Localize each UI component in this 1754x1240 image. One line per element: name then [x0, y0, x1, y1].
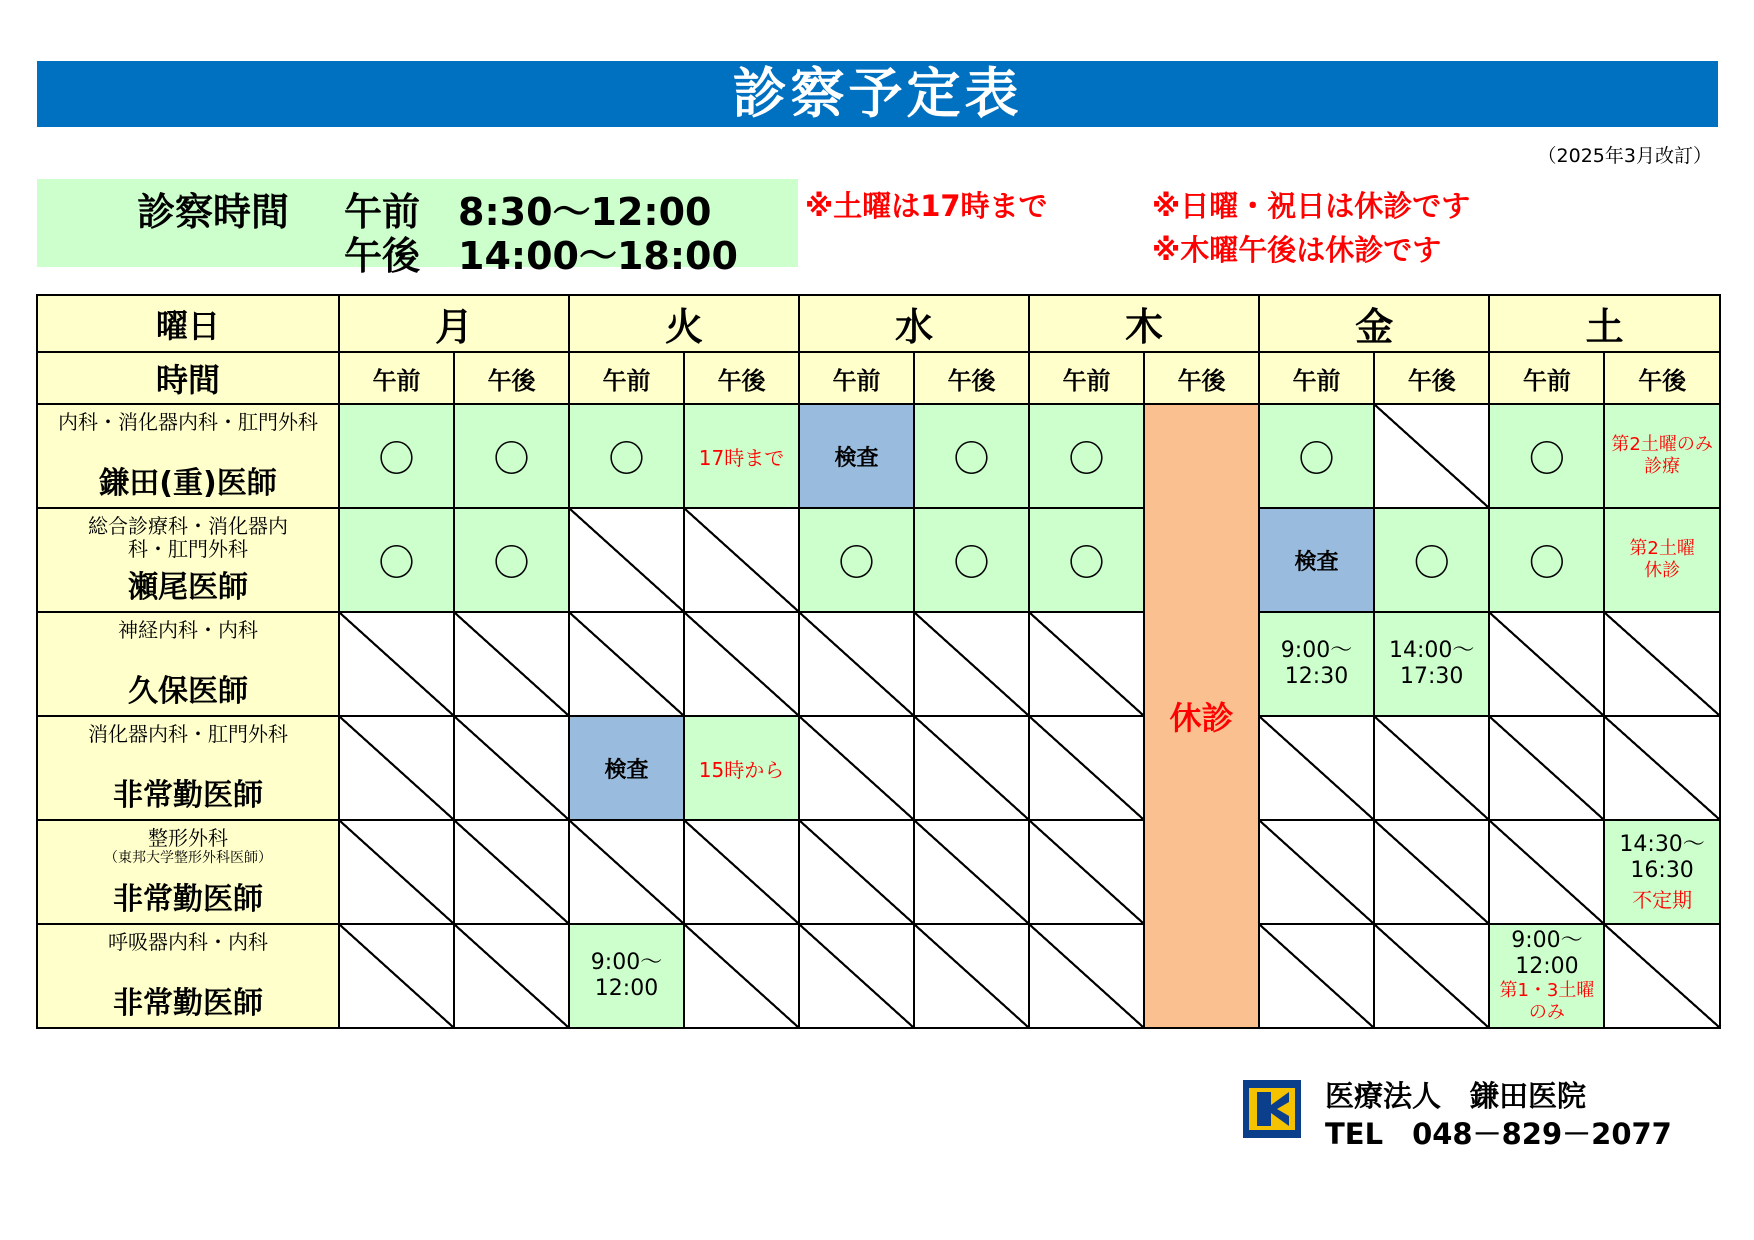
note-thursday: ※木曜午後は休診です — [1152, 233, 1442, 267]
slot-open: 〇 — [1029, 508, 1144, 612]
day-tuesday: 火 — [569, 295, 799, 352]
note-saturday: ※土曜は17時まで — [805, 189, 1048, 223]
slot-unavailable — [914, 716, 1029, 820]
doctor-name: 瀬尾医師 — [128, 570, 248, 605]
slot-unavailable — [1259, 924, 1374, 1028]
slot-unavailable — [684, 508, 799, 612]
wed-pm-header: 午後 — [914, 352, 1029, 404]
slot-open: 〇 — [914, 404, 1029, 508]
slot-unavailable — [1374, 924, 1489, 1028]
hours-label: 診察時間 — [137, 190, 290, 234]
slot-unavailable — [684, 612, 799, 716]
doctor-row — [37, 404, 1720, 508]
thu-pm-header: 午後 — [1144, 352, 1259, 404]
slot-unavailable — [799, 820, 914, 924]
slot-unavailable — [569, 612, 684, 716]
slot-time: 14:00〜17:30 — [1374, 612, 1489, 716]
doctor-dept: 総合診療科・消化器内科・肛門外科 — [88, 514, 288, 561]
consultation-hours-box — [37, 179, 798, 278]
slot-unavailable — [1029, 820, 1144, 924]
mon-am-header: 午前 — [339, 352, 454, 404]
slot-unavailable — [684, 924, 799, 1028]
tue-pm-header: 午後 — [684, 352, 799, 404]
slot-note: 第1・3土曜のみ — [1499, 980, 1595, 1023]
doctor-name: 非常勤医師 — [113, 882, 263, 917]
revision-date: （2025年3月改訂） — [1537, 145, 1712, 167]
slot-open: 〇 — [339, 508, 454, 612]
fri-am-header: 午前 — [1259, 352, 1374, 404]
hours-pm: 午後 14:00〜18:00 — [344, 234, 738, 278]
slot-unavailable — [914, 612, 1029, 716]
slot-note: 第2土曜休診 — [1604, 508, 1719, 612]
doctor-cell — [37, 404, 339, 508]
slot-time: 9:00〜12:00 — [1511, 928, 1583, 979]
slot-unavailable — [1029, 716, 1144, 820]
doctor-cell — [37, 820, 339, 924]
slot-time: 9:00〜12:30 — [1259, 612, 1374, 716]
slot-unavailable — [339, 716, 454, 820]
slot-unavailable — [1259, 820, 1374, 924]
slot-open: 〇 — [914, 508, 1029, 612]
clinic-logo — [1243, 1080, 1301, 1138]
slot-unavailable — [799, 924, 914, 1028]
doctor-dept: 内科・消化器内科・肛門外科 — [58, 410, 318, 434]
slot-unavailable — [1604, 716, 1719, 820]
time-label: 時間 — [37, 352, 339, 404]
thu-am-header: 午前 — [1029, 352, 1144, 404]
slot-note: 15時から — [684, 716, 799, 820]
slot-unavailable — [1029, 924, 1144, 1028]
slot-unavailable — [1259, 716, 1374, 820]
day-friday: 金 — [1259, 295, 1489, 352]
doctor-row — [37, 924, 1720, 1028]
mon-pm-header: 午後 — [454, 352, 569, 404]
doctor-cell — [37, 612, 339, 716]
slot-unavailable — [684, 820, 799, 924]
slot-unavailable — [799, 716, 914, 820]
slot-unavailable — [1489, 612, 1604, 716]
slot-time: 14:30〜16:30 — [1619, 831, 1705, 883]
wed-am-header: 午前 — [799, 352, 914, 404]
doctor-dept: 消化器内科・肛門外科 — [88, 722, 288, 746]
slot-unavailable — [799, 612, 914, 716]
time-header-row — [37, 352, 1720, 404]
slot-open: 〇 — [1489, 508, 1604, 612]
slot-exam: 検査 — [569, 716, 684, 820]
doctor-dept-sub: （東邦大学整形外科医師） — [104, 850, 272, 866]
doctor-dept — [38, 827, 338, 866]
slot-unavailable — [1374, 716, 1489, 820]
slot-unavailable — [454, 716, 569, 820]
slot-unavailable — [454, 820, 569, 924]
slot-unavailable — [1604, 612, 1719, 716]
doctor-name: 久保医師 — [128, 674, 248, 709]
slot-open: 〇 — [569, 404, 684, 508]
slot-unavailable — [339, 924, 454, 1028]
slot-note: 17時まで — [684, 404, 799, 508]
thursday-pm-closed: 休診 — [1144, 404, 1259, 1028]
slot-unavailable — [339, 820, 454, 924]
slot-unavailable — [454, 612, 569, 716]
slot-open: 〇 — [799, 508, 914, 612]
doctor-dept: 神経内科・内科 — [118, 618, 258, 642]
slot-unavailable — [1029, 612, 1144, 716]
slot-open: 〇 — [454, 508, 569, 612]
slot-unavailable — [339, 612, 454, 716]
fri-pm-header: 午後 — [1374, 352, 1489, 404]
slot-open: 〇 — [1029, 404, 1144, 508]
doctor-cell — [37, 924, 339, 1028]
day-label: 曜日 — [37, 295, 339, 352]
slot-unavailable — [569, 508, 684, 612]
slot-irregular — [1489, 924, 1604, 1028]
slot-unavailable — [1604, 924, 1719, 1028]
clinic-phone: TEL 048－829－2077 — [1325, 1117, 1672, 1151]
doctor-row — [37, 716, 1720, 820]
page-title: 診察予定表 — [37, 61, 1718, 127]
doctor-row — [37, 612, 1720, 716]
sat-pm-header: 午後 — [1604, 352, 1719, 404]
hours-am: 午前 8:30〜12:00 — [344, 190, 712, 234]
slot-unavailable — [1489, 716, 1604, 820]
doctor-dept-main: 整形外科 — [148, 826, 228, 850]
slot-open: 〇 — [1259, 404, 1374, 508]
slot-note: 第2土曜のみ診療 — [1604, 404, 1719, 508]
slot-exam: 検査 — [1259, 508, 1374, 612]
slot-note: 不定期 — [1632, 887, 1693, 912]
doctor-name: 鎌田(重)医師 — [99, 466, 277, 501]
slot-unavailable — [569, 820, 684, 924]
slot-unavailable — [1374, 820, 1489, 924]
doctor-row — [37, 508, 1720, 612]
slot-irregular — [1604, 820, 1719, 924]
slot-unavailable — [1374, 404, 1489, 508]
day-wednesday: 水 — [799, 295, 1029, 352]
slot-open: 〇 — [454, 404, 569, 508]
note-holiday: ※日曜・祝日は休診です — [1152, 189, 1471, 223]
slot-time: 9:00〜12:00 — [569, 924, 684, 1028]
sat-am-header: 午前 — [1489, 352, 1604, 404]
clinic-name: 医療法人 鎌田医院 — [1325, 1079, 1587, 1113]
slot-unavailable — [914, 924, 1029, 1028]
tue-am-header: 午前 — [569, 352, 684, 404]
day-monday: 月 — [339, 295, 569, 352]
doctor-dept: 呼吸器内科・内科 — [108, 930, 268, 954]
slot-open: 〇 — [1374, 508, 1489, 612]
schedule-table — [36, 294, 1721, 1029]
slot-unavailable — [914, 820, 1029, 924]
slot-open: 〇 — [1489, 404, 1604, 508]
day-saturday: 土 — [1489, 295, 1719, 352]
slot-exam: 検査 — [799, 404, 914, 508]
doctor-cell — [37, 508, 339, 612]
doctor-name: 非常勤医師 — [113, 778, 263, 813]
doctor-cell — [37, 716, 339, 820]
slot-unavailable — [454, 924, 569, 1028]
doctor-name: 非常勤医師 — [113, 986, 263, 1021]
day-thursday: 木 — [1029, 295, 1259, 352]
doctor-row — [37, 820, 1720, 924]
slot-unavailable — [1489, 820, 1604, 924]
day-header-row — [37, 295, 1720, 352]
slot-open: 〇 — [339, 404, 454, 508]
